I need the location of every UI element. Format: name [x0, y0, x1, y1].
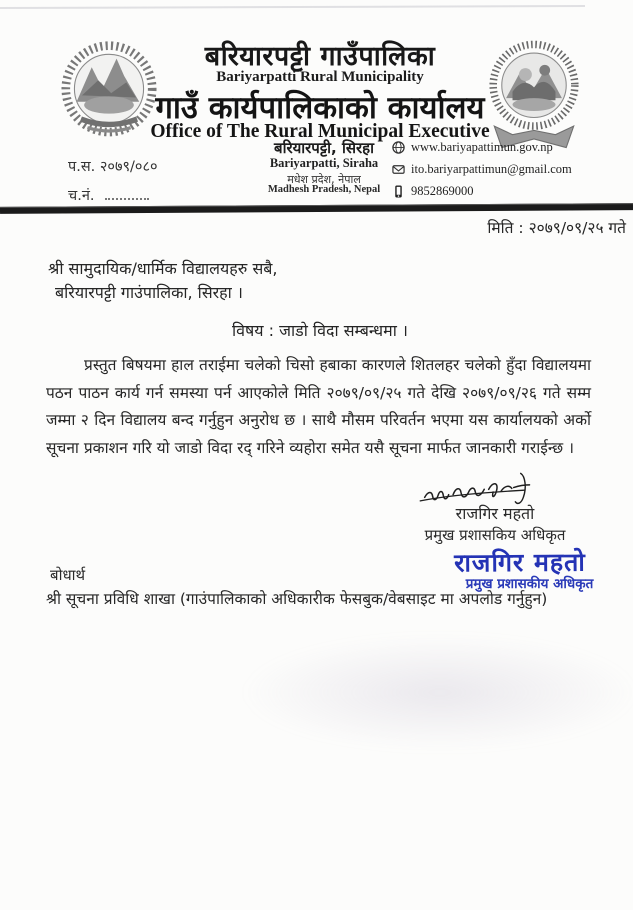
phone-icon — [392, 185, 405, 198]
dispatch-number-row — [68, 185, 158, 205]
scan-artifact-top — [0, 5, 585, 9]
email-row — [392, 158, 572, 180]
subject-line: विषय : जाडो विदा सम्बन्धमा । — [232, 321, 408, 340]
dispatch-number-blank — [105, 186, 149, 200]
signatory-name: राजगिर महतो — [455, 504, 535, 523]
office-name-nepali: गाउँ कार्यपालिकाको कार्यालय — [155, 90, 485, 126]
contact-block — [392, 136, 572, 202]
municipality-name-nepali: बरियारपट्टी गाउँपालिका — [204, 41, 436, 72]
email-text: ito.bariyarpattimun@gmail.com — [411, 161, 572, 176]
letter-number-label: प.स. — [68, 159, 96, 175]
address-english-line2: Madhesh Pradesh, Nepal — [267, 184, 381, 195]
website-row — [392, 136, 572, 158]
letter-number-row — [68, 156, 158, 176]
website-text: www.bariyapattimun.gov.np — [411, 139, 553, 154]
envelope-icon — [392, 163, 405, 176]
phone-row — [392, 180, 572, 202]
address-english-line1: Bariyarpatti, Siraha — [269, 156, 379, 170]
cc-label: बोधार्थ — [50, 566, 86, 584]
dispatch-number-label: च.नं. — [68, 188, 95, 204]
addressee-line-1: श्री सामुदायिक/धार्मिक विद्यालयहरु सबै, — [48, 259, 278, 278]
globe-icon — [392, 141, 405, 154]
letter-number-value: २०७९/०८० — [99, 159, 158, 175]
stamp-title: प्रमुख प्रशासकीय अधिकृत — [465, 576, 594, 592]
letter-date: मिति : २०७९/०९/२५ गते — [487, 219, 626, 237]
cc-line: श्री सूचना प्रविधि शाखा (गाउंपालिकाको अधिकारीक फेसबुक/वेबसाइट मा अपलोड गर्नुहुन) — [46, 590, 548, 608]
phone-text: 9852869000 — [411, 183, 474, 198]
letter-body: प्रस्तुत बिषयमा हाल तराईमा चलेको चिसो हबाका कारणले शितलहर चलेको हुँदा विद्यालयमा पठन पाठन कार्य गर्न समस्या पर्न आएकोले मिति २०७९/०९/२५ गते देखि २०७९/०९/२६ गते सम्म जम्मा २ दिन विद्यालय बन्द गर्नुहुन अनुरोध छ । साथै मौसम परिवर्तन भएमा यस कार्यालयको अर्को सूचना प्रकाशन गरि यो जाडो विदा रद् गरिने व्यहोरा समेत यसै सूचना मार्फत जानकारी गराईन्छ । — [46, 356, 591, 457]
signatory-title: प्रमुख प्रशासकिय अधिकृत — [424, 526, 566, 544]
municipality-name-english: Bariyarpatti Rural Municipality — [216, 69, 424, 85]
address-nepali-line2: मधेश प्रदेश, नेपाल — [287, 173, 361, 186]
office-name-english: Office of The Rural Municipal Executive — [150, 121, 490, 142]
address-nepali-line1: बरियारपट्टी, सिरहा — [274, 139, 374, 157]
stamp-name: राजगिर महतो — [454, 547, 586, 578]
addressee-line-2: बरियारपट्टी गाउंपालिका, सिरहा । — [55, 283, 243, 302]
scan-artifact-ghost — [240, 635, 633, 750]
